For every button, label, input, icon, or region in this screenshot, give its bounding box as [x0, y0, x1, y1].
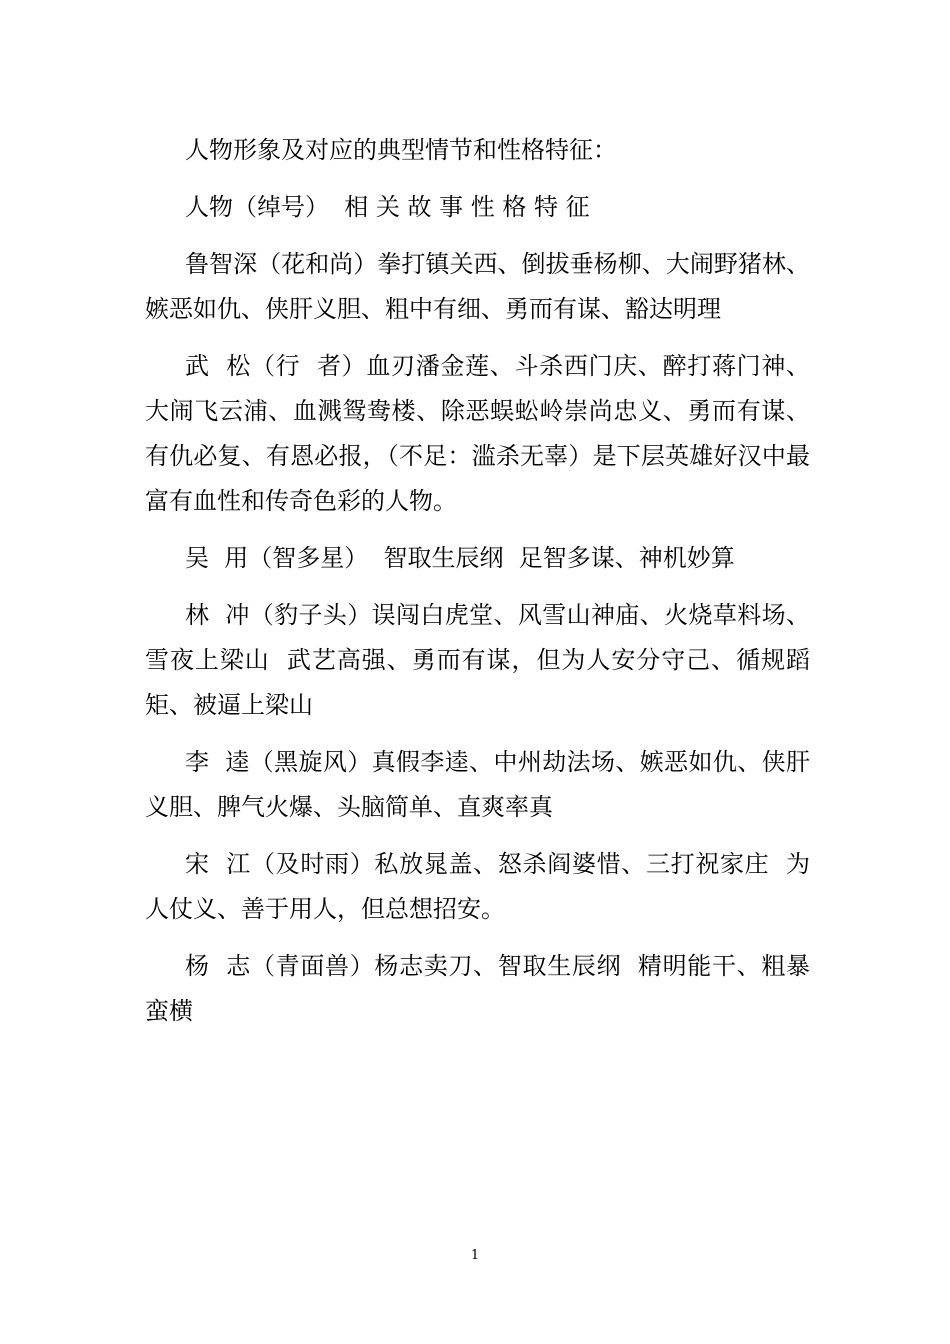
character-li-kui: 李 逵（黑旋风）真假李逵、中州劫法场、嫉恶如仇、侠肝义胆、脾气火爆、头脑简单、直爽率真 — [145, 748, 810, 821]
character-lu-zhishen: 鲁智深（花和尚）拳打镇关西、倒拔垂杨柳、大闹野猪林、嫉恶如仇、侠肝义胆、粗中有细、勇而有谋、豁达明理 — [145, 250, 810, 323]
character-lin-chong: 林 冲（豹子头）误闯白虎堂、风雪山神庙、火烧草料场、雪夜上梁山 武艺高强、勇而有谋，但为人安分守己、循规蹈矩、被逼上梁山 — [145, 601, 810, 719]
character-wu-yong: 吴 用（智多星） 智取生辰纲 足智多谋、神机妙算 — [185, 544, 735, 572]
character-wu-song: 武 松（行 者）血刃潘金莲、斗杀西门庆、醉打蒋门神、大闹飞云浦、血溅鸳鸯楼、除恶蜈蚣岭崇尚忠义、勇而有谋、有仇必复、有恩必报，（不足：滥杀无辜）是下层英雄好汉中最富有血性和传奇色彩的人物。 — [145, 352, 810, 515]
document-body — [145, 128, 810, 1046]
column-header-paragraph: 人物（绰号） 相 关 故 事 性 格 特 征 — [185, 193, 590, 221]
character-yang-zhi: 杨 志（青面兽）杨志卖刀、智取生辰纲 精明能干、粗暴蛮横 — [145, 952, 810, 1025]
character-song-jiang: 宋 江（及时雨）私放晁盖、怒杀阎婆惜、三打祝家庄 为人仗义、善于用人，但总想招安。 — [145, 850, 810, 923]
page-number: 1 — [470, 1248, 480, 1263]
heading-paragraph: 人物形象及对应的典型情节和性格特征： — [185, 136, 617, 164]
